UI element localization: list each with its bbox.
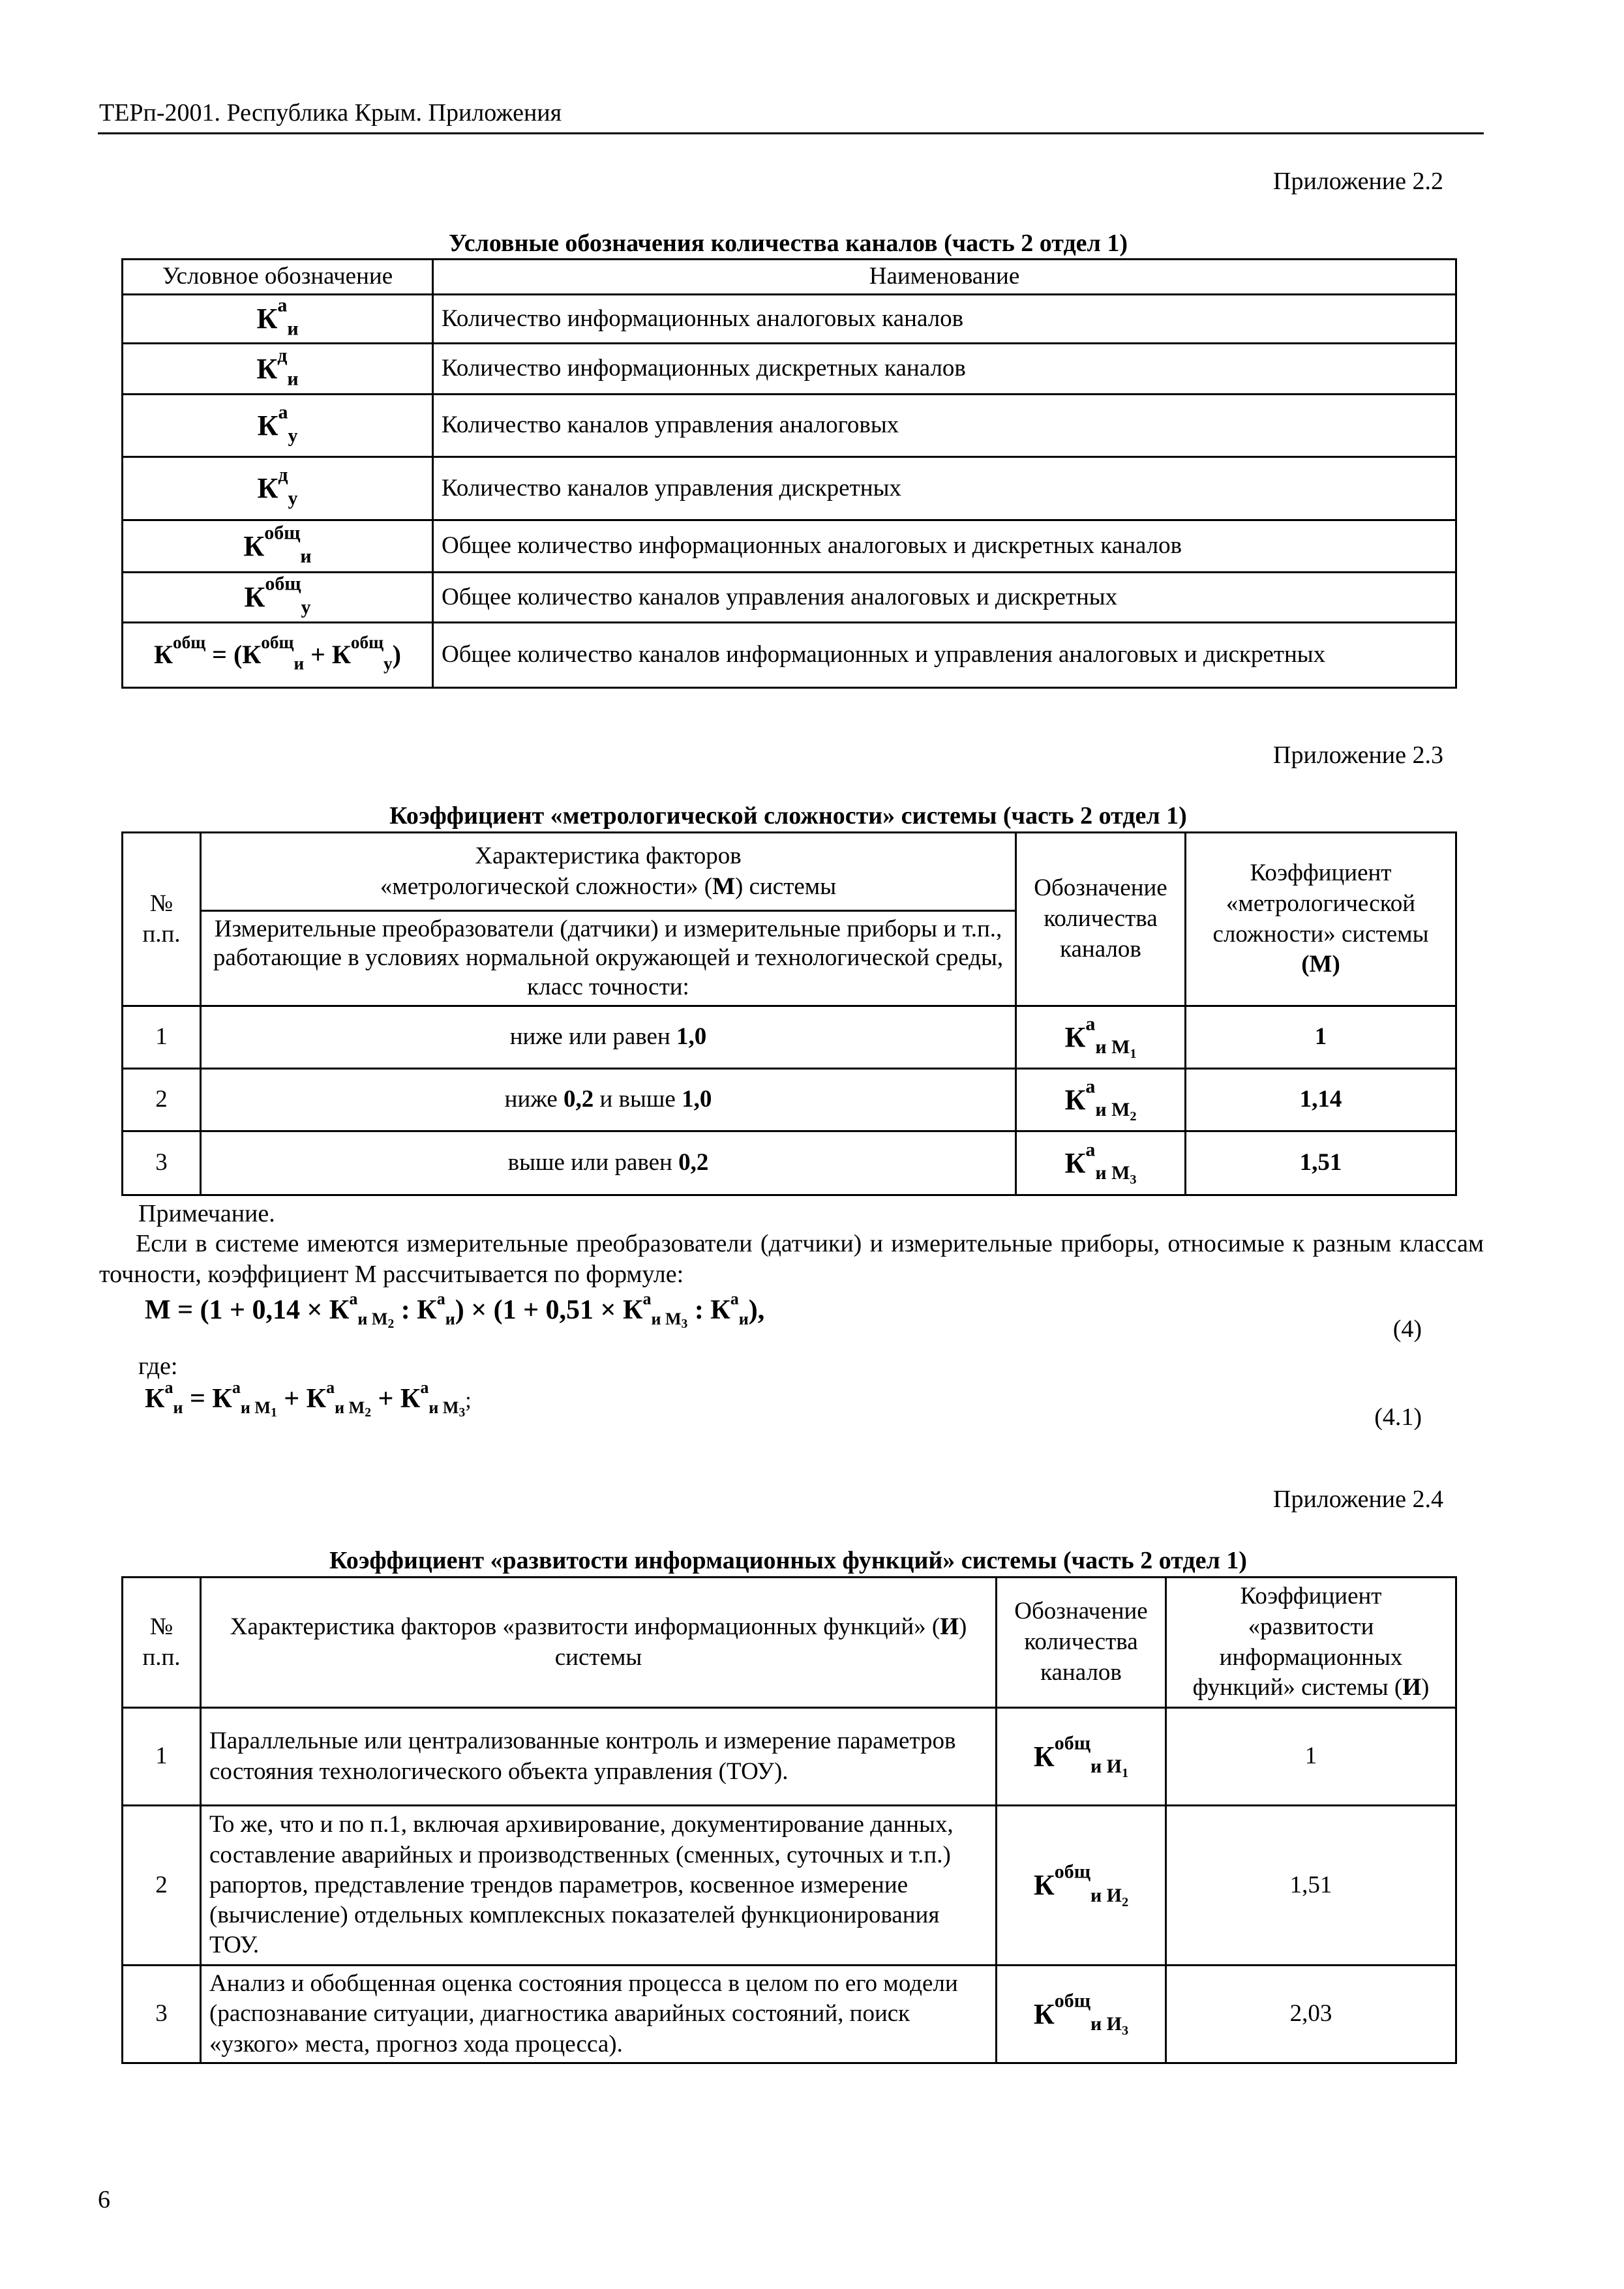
appendix-2-4-label: Приложение 2.4: [1273, 1486, 1443, 1513]
note-block: [99, 1199, 1484, 1289]
factor-description: То же, что и по п.1, включая архивирование, документирование данных, составление аварийных и производственных (сменных, суточных и т.п.) рапортов, представление трендов параметров, косвенное измерение (вычисление) отдельных комплексных показателей функционирования ТОУ.: [201, 1806, 997, 1966]
note-title: Примечание.: [138, 1200, 275, 1227]
table-row: [123, 520, 1456, 573]
formula-4: $М = (1 + 0,14 \times К^а_{и М_2}$ : $К^а_и) \times (1 + 0,51 \times К^а_{и М_3}$ : $К^а_и$),: [145, 1289, 765, 1331]
symbol-cell: $К^{общ} = (К^{общ}_и + К^{общ}_у)$: [123, 623, 433, 688]
symbol-cell: $К^{общ}_и$: [123, 520, 433, 573]
appendix-2-2-label: Приложение 2.2: [1273, 168, 1443, 195]
symbol-cell: $К^д_у$: [123, 457, 433, 520]
column-header-name: Наименование: [433, 260, 1456, 295]
note-text: Если в системе имеются измерительные преобразователи (датчики) и измерительные приборы, относимые к разным классам точности, коэффициент М рассчитывается по формуле:: [99, 1230, 1484, 1288]
symbol-cell: $К^{общ}_у$: [123, 573, 433, 623]
table-row: [123, 573, 1456, 623]
symbol-cell: $К^{общ}_{и И_2}$: [997, 1806, 1166, 1966]
accuracy-class: выше или равен 0,2: [201, 1131, 1016, 1195]
formula-4-number: (4): [1392, 1315, 1422, 1343]
table-row: [123, 1708, 1456, 1806]
header-rule: [98, 132, 1484, 134]
row-number: 3: [123, 1966, 201, 2063]
row-number: 2: [123, 1806, 201, 1966]
appendix-2-3-title: Коэффициент «метрологической сложности» системы (часть 2 отдел 1): [389, 802, 1187, 830]
running-header: ТЕРп-2001. Республика Крым. Приложения: [99, 99, 562, 127]
table-row: [123, 457, 1456, 520]
column-header-number: № п.п.: [123, 1578, 201, 1708]
table-row: [123, 295, 1456, 344]
coefficient-value: 1,51: [1186, 1131, 1456, 1195]
table-row: [123, 1806, 1456, 1966]
appendix-2-4-title: Коэффициент «развитости информационных функций» системы (часть 2 отдел 1): [329, 1547, 1247, 1574]
column-header-symbol: Условное обозначение: [123, 260, 433, 295]
appendix-2-2-title: Условные обозначения количества каналов (часть 2 отдел 1): [448, 230, 1128, 257]
formula-4-1: $К^а_и = К^а_{и М_1} + К^а_{и М_2} + К^а_{и М_3}$;: [145, 1377, 472, 1420]
column-header-number: № п.п.: [123, 833, 201, 1006]
factor-description: Анализ и обобщенная оценка состояния процесса в целом по его модели (распознавание ситуации, диагностика аварийных состояний, поиск «узкого» места, прогноз хода процесса).: [201, 1966, 997, 2063]
row-number: 1: [123, 1006, 201, 1069]
info-functions-table: [121, 1576, 1457, 2064]
table-row: [123, 344, 1456, 395]
table-row: [123, 1069, 1456, 1131]
symbol-cell: $К^а_у$: [123, 395, 433, 457]
column-header-designation: Обозначение количества каналов: [997, 1578, 1166, 1708]
accuracy-class: ниже 0,2 и выше 1,0: [201, 1069, 1016, 1131]
symbol-cell: $К^а_и$: [123, 295, 433, 344]
accuracy-class: ниже или равен 1,0: [201, 1006, 1016, 1069]
name-cell: Количество информационных дискретных каналов: [433, 344, 1456, 395]
symbol-cell: $К^{общ}_{и И_3}$: [997, 1966, 1166, 2063]
where-label: где:: [138, 1353, 178, 1380]
appendix-2-3-label: Приложение 2.3: [1273, 741, 1443, 769]
coefficient-value: 1,51: [1166, 1806, 1456, 1966]
column-header-factor: Характеристика факторов «метрологической сложности» (М) системы: [201, 833, 1016, 911]
column-header-factor: Характеристика факторов «развитости информационных функций» (И) системы: [201, 1578, 997, 1708]
coefficient-value: 1,14: [1186, 1069, 1456, 1131]
channel-symbols-table: [121, 258, 1457, 689]
table-row: [123, 1006, 1456, 1069]
table-row: [123, 1966, 1456, 2063]
row-number: 3: [123, 1131, 201, 1195]
symbol-cell: $К^а_{и М_1}$: [1016, 1006, 1186, 1069]
symbol-cell: $К^а_{и М_3}$: [1016, 1131, 1186, 1195]
name-cell: Общее количество каналов информационных и управления аналоговых и дискретных: [433, 623, 1456, 688]
metrology-table: [121, 831, 1457, 1196]
factor-description: Параллельные или централизованные контроль и измерение параметров состояния технологического объекта управления (ТОУ).: [201, 1708, 997, 1806]
table-row: [123, 623, 1456, 688]
column-header-designation: Обозначение количества каналов: [1016, 833, 1186, 1006]
table-row: [123, 1131, 1456, 1195]
name-cell: Общее количество каналов управления аналоговых и дискретных: [433, 573, 1456, 623]
coefficient-value: 2,03: [1166, 1966, 1456, 2063]
column-subheader-accuracy: Измерительные преобразователи (датчики) и измерительные приборы и т.п., работающие в условиях нормальной окружающей и технологической среды, класс точности:: [201, 911, 1016, 1006]
row-number: 2: [123, 1069, 201, 1131]
name-cell: Общее количество информационных аналоговых и дискретных каналов: [433, 520, 1456, 573]
symbol-cell: $К^а_{и М_2}$: [1016, 1069, 1186, 1131]
row-number: 1: [123, 1708, 201, 1806]
name-cell: Количество каналов управления аналоговых: [433, 395, 1456, 457]
name-cell: Количество каналов управления дискретных: [433, 457, 1456, 520]
coefficient-value: 1: [1186, 1006, 1456, 1069]
column-header-coefficient: Коэффициент «развитости информационных функций» системы (И): [1166, 1578, 1456, 1708]
symbol-cell: $К^{общ}_{и И_1}$: [997, 1708, 1166, 1806]
table-row: [123, 395, 1456, 457]
name-cell: Количество информационных аналоговых каналов: [433, 295, 1456, 344]
coefficient-value: 1: [1166, 1708, 1456, 1806]
formula-4-1-number: (4.1): [1374, 1403, 1422, 1431]
page-number: 6: [98, 2186, 110, 2213]
column-header-coefficient: Коэффициент «метрологической сложности» системы (М): [1186, 833, 1456, 1006]
symbol-cell: $К^д_и$: [123, 344, 433, 395]
